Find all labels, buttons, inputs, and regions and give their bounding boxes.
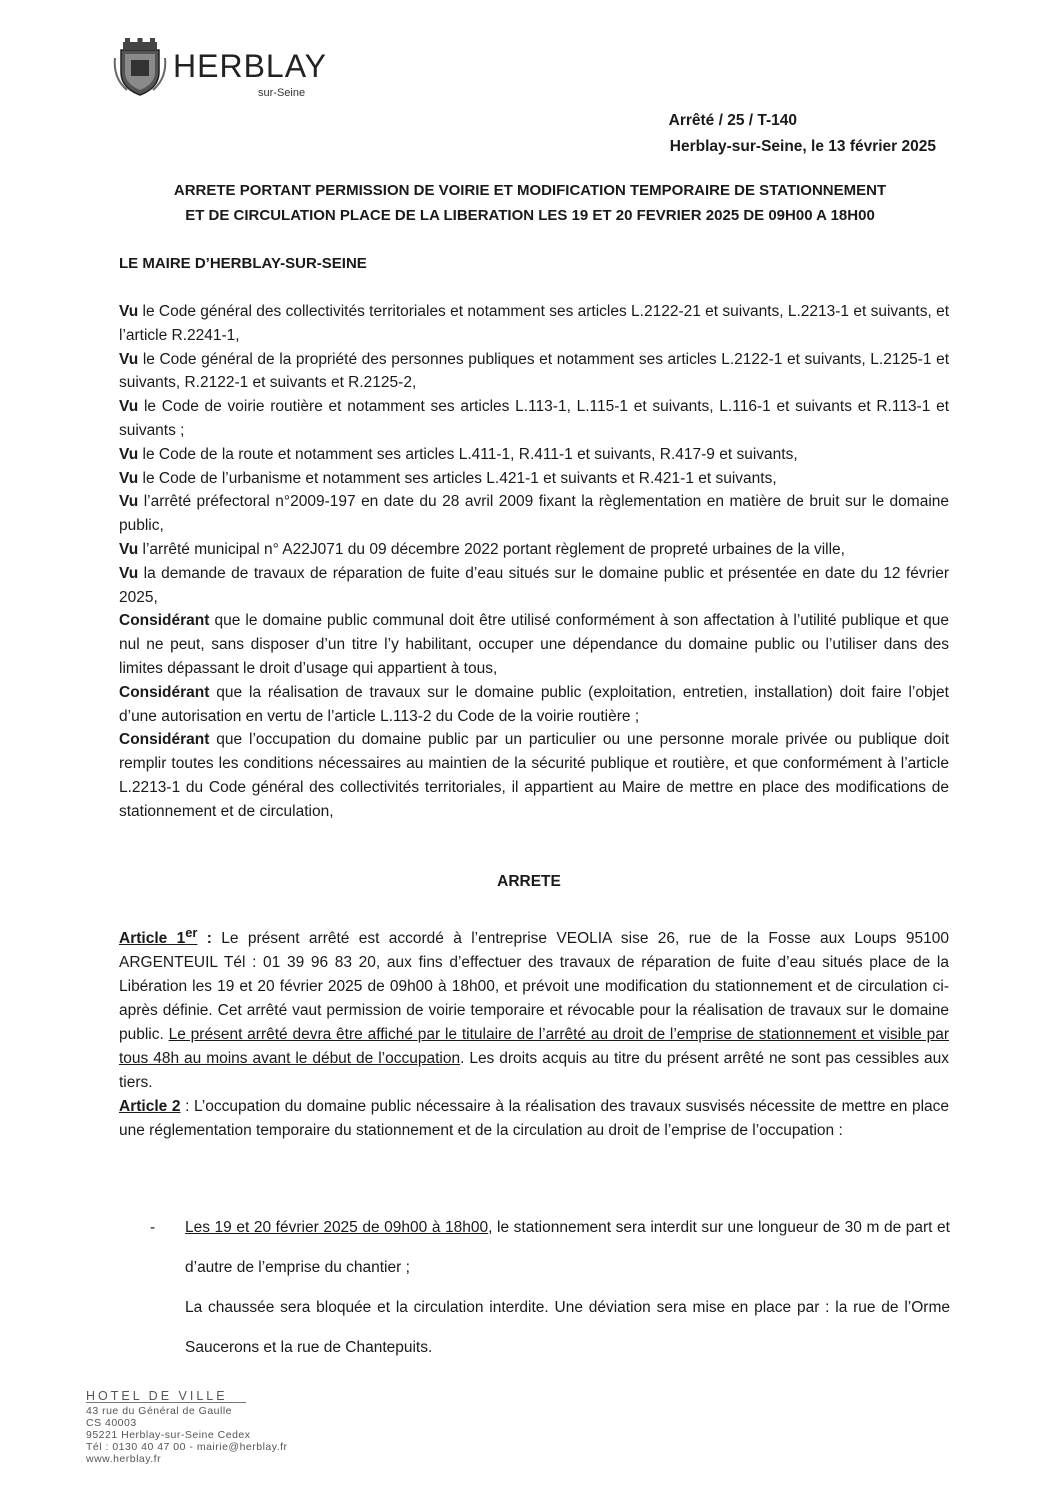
herblay-logo bbox=[113, 38, 333, 100]
articles bbox=[119, 921, 949, 1143]
parking-ban: Les 19 et 20 février 2025 de 09h00 à 18h00, le stationnement sera interdit sur une longueur de 30 m de part et d’autre de l’emprise du chantier ; bbox=[185, 1219, 950, 1276]
footer-line: CS 40003 bbox=[86, 1417, 137, 1429]
logo-name: HERBLAY bbox=[173, 48, 328, 84]
footer-line: Tél : 0130 40 47 00 - mairie@herblay.fr bbox=[86, 1441, 288, 1453]
consideration-item: Vu l’arrêté municipal n° A22J071 du 09 décembre 2022 portant règlement de propreté urbaines de la ville, bbox=[119, 540, 845, 558]
consideration-item: Vu le Code de la route et notamment ses articles L.411-1, R.411-1 et suivants, R.417-9 et suivants, bbox=[119, 445, 798, 463]
consideration-item: Vu le Code de voirie routière et notamment ses articles L.113-1, L.115-1 et suivants, L.116-1 et suivants et R.113-1 et suivants ; bbox=[119, 398, 949, 439]
consideration-item: Considérant que l’occupation du domaine public par un particulier ou une personne morale privée ou publique doit remplir toutes les conditions nécessaires au maintien de la sécurité publique et routière, et que conformément à l’article L.2213-1 du Code général des collectivités territoriales, il appartient au Maire de mettre en place des modifications de stationnement et de circulation, bbox=[119, 731, 949, 820]
footer-line: 43 rue du Général de Gaulle bbox=[86, 1405, 233, 1417]
article-1-label: Article 1er bbox=[119, 925, 198, 948]
bullet-dash: - bbox=[150, 1219, 156, 1236]
footer-heading: HOTEL DE VILLE bbox=[86, 1390, 246, 1403]
title-line-1: ARRETE PORTANT PERMISSION DE VOIRIE ET MODIFICATION TEMPORAIRE DE STATIONNEMENT bbox=[173, 182, 887, 199]
consideration-item: Vu le Code général de la propriété des personnes publiques et notamment ses articles L.2122-1 et suivants, L.2125-1 et suivants, R.2122-1 et suivants et R.2125-2, bbox=[119, 350, 949, 392]
decree-title bbox=[100, 178, 960, 228]
footer-line: 95221 Herblay-sur-Seine Cedex bbox=[86, 1429, 251, 1441]
considerations-list bbox=[119, 300, 949, 824]
coat-of-arms-icon bbox=[113, 38, 167, 98]
logo-subtitle: sur-Seine bbox=[258, 87, 306, 99]
decree-reference bbox=[670, 108, 936, 160]
arrete-heading: ARRETE bbox=[497, 873, 561, 890]
consideration-item: Considérant que la réalisation de travaux sur le domaine public (exploitation, entretien, installation) doit faire l’objet d’une autorisation en vertu de l’article L.113-2 du Code de la voirie routière ; bbox=[119, 683, 949, 725]
title-line-2: ET DE CIRCULATION PLACE DE LA LIBERATION LES 19 ET 20 FEVRIER 2025 DE 09H00 A 18H00 bbox=[185, 207, 875, 224]
article-2: Article 2 : L’occupation du domaine public nécessaire à la réalisation des travaux susvisés nécessite de mettre en place une réglementation temporaire du stationnement et de la circulation au droit de l’emprise de l’occupation : bbox=[119, 1098, 950, 1140]
posting-requirement: Le présent arrêté devra être affiché par le titulaire de l’arrêté au droit de l’emprise de stationnement et visible par tous 48h au moins avant le début de l’occupation bbox=[119, 1026, 949, 1068]
consideration-item: Vu le Code général des collectivités territoriales et notamment ses articles L.2122-21 et suivants, L.2213-1 et suivants, et l’article R.2241-1, bbox=[119, 303, 949, 344]
consideration-item: Vu le Code de l’urbanisme et notamment ses articles L.421-1 et suivants et R.421-1 et suivants, bbox=[119, 469, 777, 487]
consideration-item: Considérant que le domaine public communal doit être utilisé conformément à son affectation à l’utilité publique et que nul ne peut, sans disposer d’un titre l’y habilitant, occuper une dépendance du domaine public ou l’utiliser dans des limites dépassant le droit d’usage qui appartient à tous, bbox=[119, 612, 949, 677]
traffic-measures-text bbox=[185, 1208, 950, 1368]
mayor-heading: LE MAIRE D’HERBLAY-SUR-SEINE bbox=[119, 255, 367, 272]
footer-website: www.herblay.fr bbox=[86, 1453, 162, 1465]
decree-number: Arrêté / 25 / T-140 bbox=[668, 112, 797, 129]
consideration-item: Vu la demande de travaux de réparation de fuite d’eau situés sur le domaine public et présentée en date du 12 février 2025, bbox=[119, 564, 949, 606]
consideration-item: Vu l’arrêté préfectoral n°2009-197 en date du 28 avril 2009 fixant la règlementation en matière de bruit sur le domaine public, bbox=[119, 493, 949, 535]
article-2-label: Article 2 bbox=[119, 1098, 181, 1116]
article-1: Article 1er : Le présent arrêté est accordé à l’entreprise VEOLIA sise 26, rue de la Fosse aux Loups 95100 ARGENTEUIL Tél : 01 39 96 83 20, aux fins d’effectuer des travaux de réparation de fuite d’eau situés place de la Libération les 19 et 20 février 2025 de 09h00 à 18h00, et prévoit une modification du stationnement et de circulation ci-après définie. Cet arrêté vaut permission de voirie temporaire et révocable pour la réalisation de travaux sur le domaine public. Le présent arrêté devra être affiché par le titulaire de l’arrêté au droit de l’emprise de stationnement et visible par tous 48h au moins avant le début de l’occupation. Les droits acquis au titre du présent arrêté ne sont pas cessibles aux tiers. bbox=[119, 925, 950, 1092]
footer-address bbox=[86, 1390, 288, 1465]
road-closure: La chaussée sera bloquée et la circulation interdite. Une déviation sera mise en place par : la rue de l’Orme Saucerons et la rue de Chantepuits. bbox=[185, 1299, 950, 1356]
decree-date: Herblay-sur-Seine, le 13 février 2025 bbox=[669, 138, 936, 155]
